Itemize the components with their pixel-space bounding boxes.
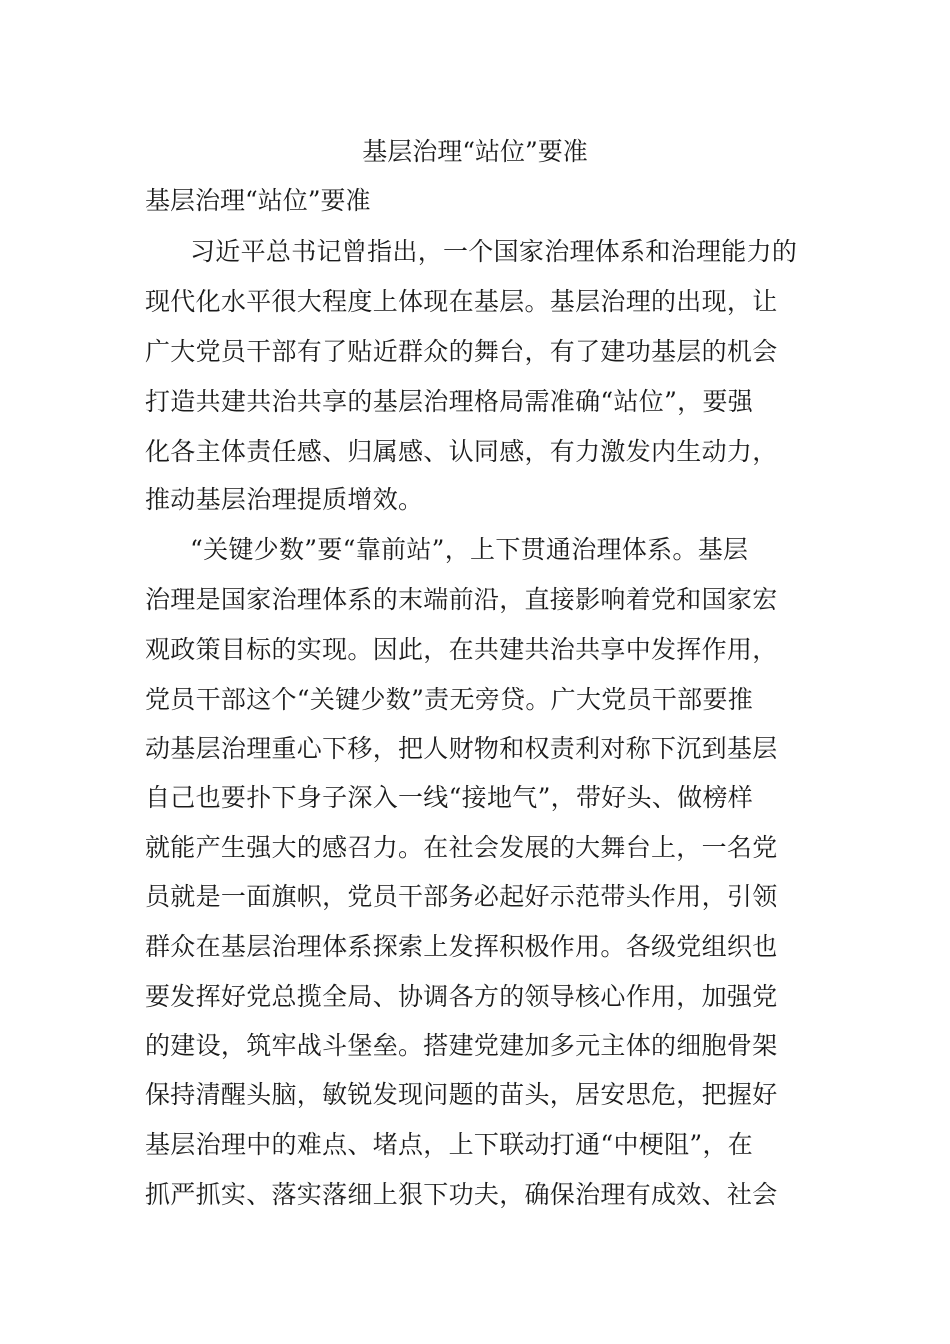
paragraph-line: 习近平总书记曾指出，一个国家治理体系和治理能力的 bbox=[190, 237, 798, 266]
paragraph-line: 保持清醒头脑，敏锐发现问题的苗头，居安思危，把握好 bbox=[145, 1080, 778, 1109]
paragraph-line: 动基层治理重心下移，把人财物和权责利对称下沉到基层 bbox=[145, 734, 778, 763]
paragraph-line: 就能产生强大的感召力。在社会发展的大舞台上，一名党 bbox=[145, 833, 778, 862]
document-subtitle: 基层治理“站位”要准 bbox=[145, 186, 371, 215]
paragraph-line: 推动基层治理提质增效。 bbox=[145, 485, 424, 514]
paragraph-line: 基层治理中的难点、堵点，上下联动打通“中梗阻”，在 bbox=[145, 1130, 754, 1159]
paragraph-line: 群众在基层治理体系探索上发挥积极作用。各级党组织也 bbox=[145, 932, 778, 961]
paragraph-line: “关键少数”要“靠前站”，上下贯通治理体系。基层 bbox=[190, 535, 749, 564]
paragraph-line: 打造共建共治共享的基层治理格局需准确“站位”，要强 bbox=[145, 387, 754, 416]
paragraph-line: 要发挥好党总揽全局、协调各方的领导核心作用，加强党 bbox=[145, 982, 778, 1011]
paragraph-line: 自己也要扑下身子深入一线“接地气”，带好头、做榜样 bbox=[145, 783, 754, 812]
paragraph-line: 抓严抓实、落实落细上狠下功夫，确保治理有成效、社会 bbox=[145, 1180, 778, 1209]
paragraph-line: 员就是一面旗帜，党员干部务必起好示范带头作用，引领 bbox=[145, 882, 778, 911]
paragraph-line: 党员干部这个“关键少数”责无旁贷。广大党员干部要推 bbox=[145, 685, 754, 714]
paragraph-line: 治理是国家治理体系的末端前沿，直接影响着党和国家宏 bbox=[145, 585, 778, 614]
paragraph-line: 化各主体责任感、归属感、认同感，有力激发内生动力， bbox=[145, 437, 778, 466]
paragraph-line: 的建设，筑牢战斗堡垒。搭建党建加多元主体的细胞骨架 bbox=[145, 1031, 778, 1060]
paragraph-line: 广大党员干部有了贴近群众的舞台，有了建功基层的机会 bbox=[145, 337, 778, 366]
paragraph-line: 现代化水平很大程度上体现在基层。基层治理的出现，让 bbox=[145, 287, 778, 316]
paragraph-line: 观政策目标的实现。因此，在共建共治共享中发挥作用， bbox=[145, 635, 778, 664]
document-title: 基层治理“站位”要准 bbox=[362, 137, 588, 166]
